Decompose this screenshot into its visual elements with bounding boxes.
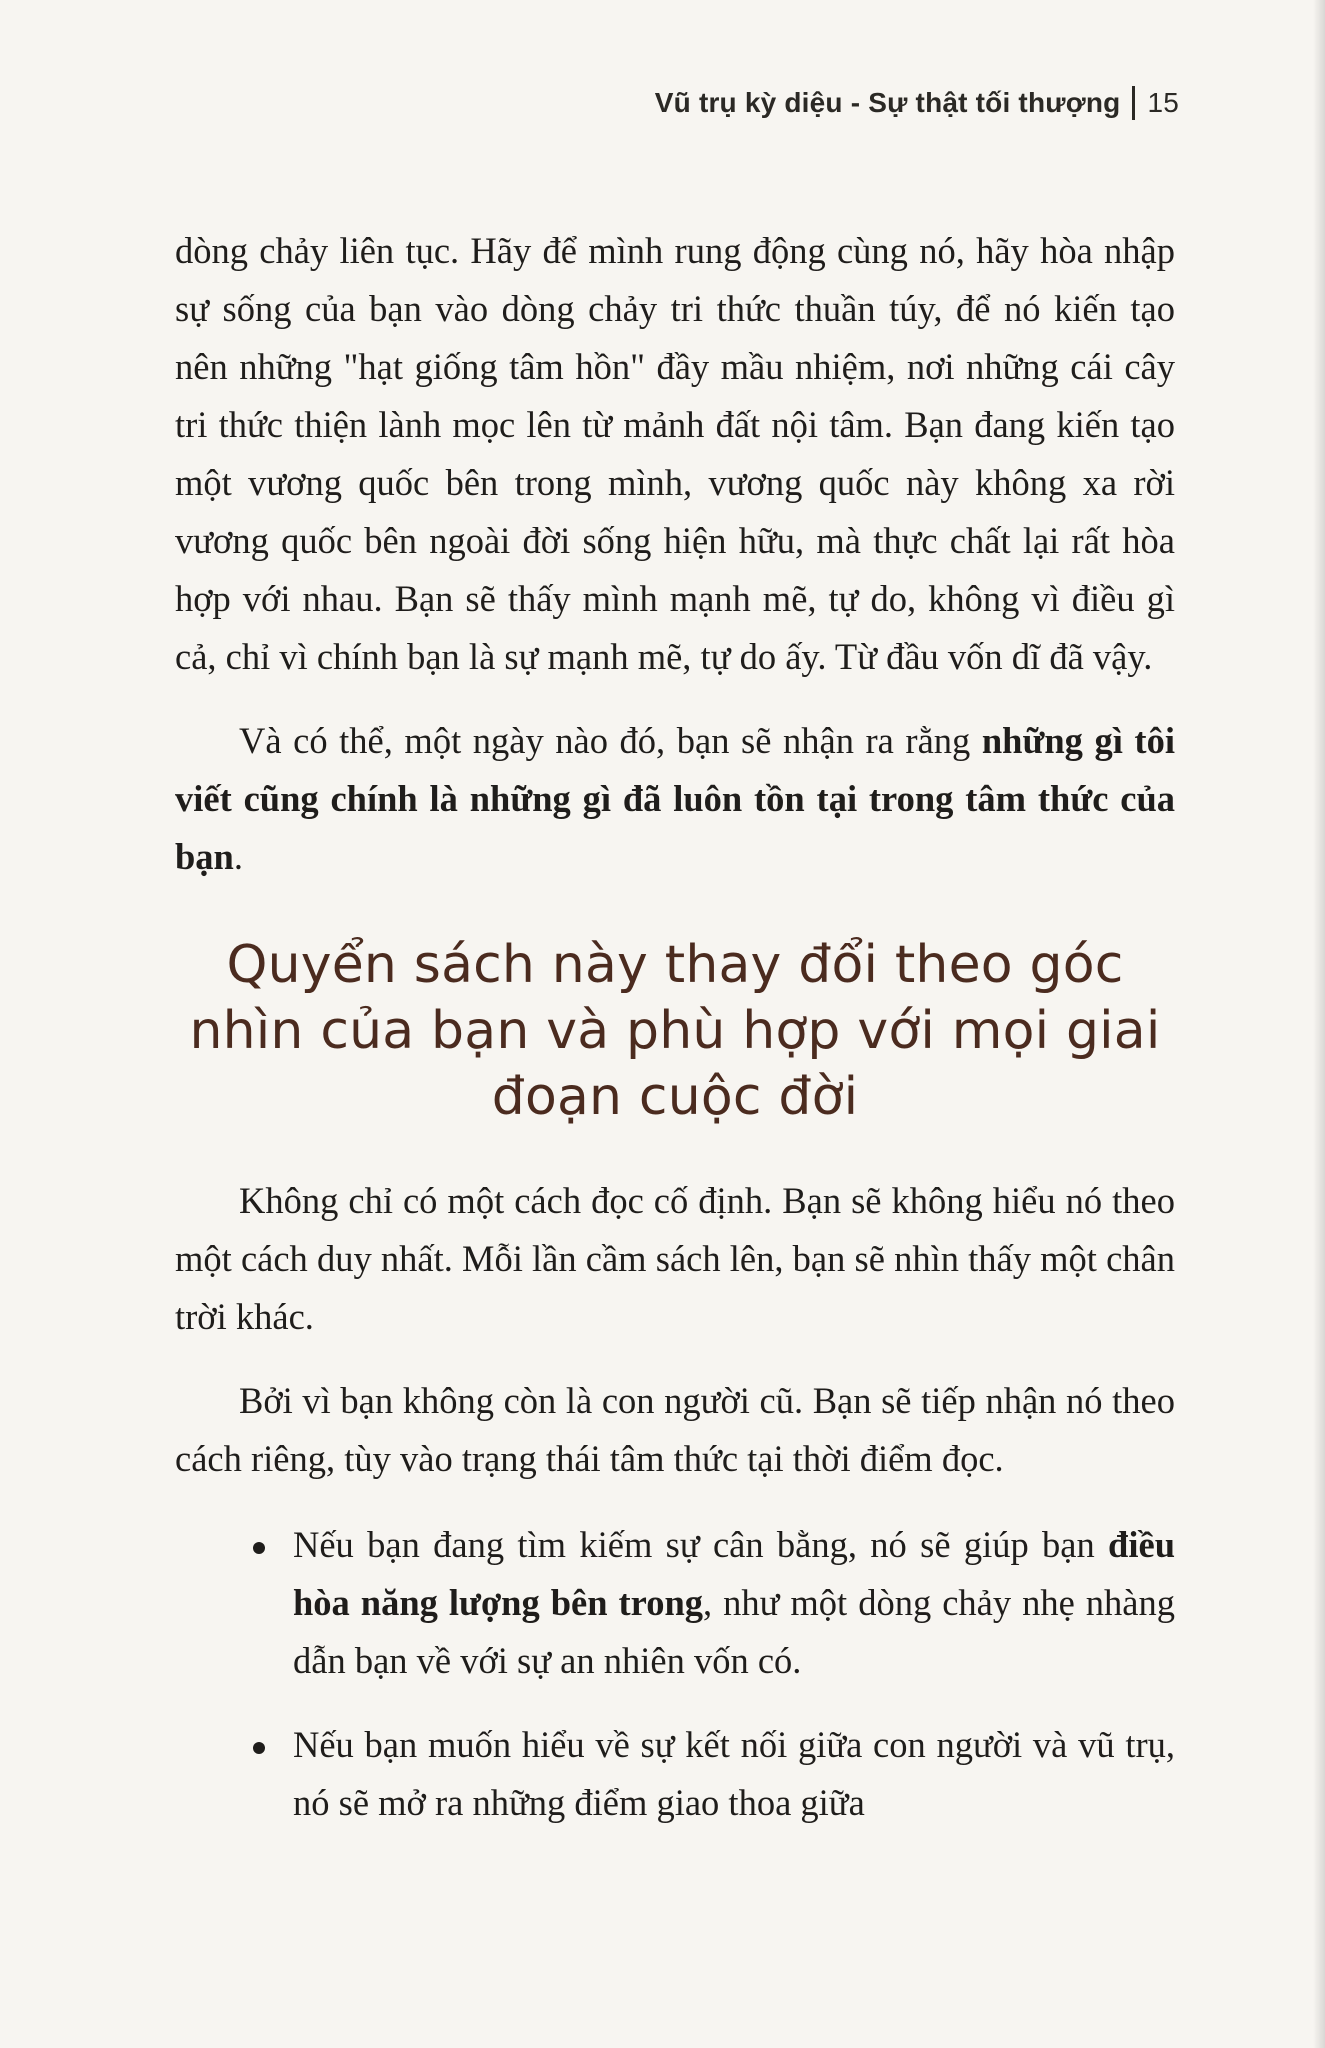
page-number: 15 <box>1147 87 1179 118</box>
paragraph-1: dòng chảy liên tục. Hãy để mình rung động cùng nó, hãy hòa nhập sự sống của bạn vào dòng chảy tri thức thuần túy, để nó kiến tạo nên những "hạt giống tâm hồn" đầy mầu nhiệm, nơi những cái cây tri thức thiện lành mọc lên từ mảnh đất nội tâm. Bạn đang kiến tạo một vương quốc bên trong mình, vương quốc này không xa rời vương quốc bên ngoài đời sống hiện hữu, mà thực chất lại rất hòa hợp với nhau. Bạn sẽ thấy mình mạnh mẽ, tự do, không vì điều gì cả, chỉ vì chính bạn là sự mạnh mẽ, tự do ấy. Từ đầu vốn dĩ đã vậy. <box>175 230 1175 677</box>
bullet-item-1 <box>175 1516 1175 1690</box>
page-edge-shadow <box>1313 0 1325 2048</box>
running-header-title: Vũ trụ kỳ diệu - Sự thật tối thượng <box>654 87 1121 118</box>
paragraph-2 <box>175 712 1175 886</box>
paragraph-3: Không chỉ có một cách đọc cố định. Bạn sẽ không hiểu nó theo một cách duy nhất. Mỗi lần cầm sách lên, bạn sẽ nhìn thấy một chân trời khác. <box>175 1180 1175 1337</box>
page-content <box>175 222 1175 1858</box>
bullet-1-tail: , như một dòng chảy nhẹ nhàng dẫn bạn về với sự an nhiên vốn có. <box>293 1582 1175 1681</box>
bullet-2-lead: Nếu bạn muốn hiểu về sự kết nối giữa con người và vũ trụ, nó sẽ mở ra những điểm giao thoa giữa <box>293 1724 1175 1823</box>
section-title: Quyển sách này thay đổi theo góc nhìn của bạn và phù hợp với mọi giai đoạn cuộc đời <box>189 935 1161 1127</box>
paragraph-2-bold: những gì tôi viết cũng chính là những gì đã luôn tồn tại trong tâm thức của bạn <box>175 720 1175 877</box>
paragraph-4: Bởi vì bạn không còn là con người cũ. Bạn sẽ tiếp nhận nó theo cách riêng, tùy vào trạng thái tâm thức tại thời điểm đọc. <box>175 1380 1175 1479</box>
running-header <box>655 86 1179 120</box>
bullet-dot-icon <box>253 1542 265 1554</box>
bullet-1-bold: điều hòa năng lượng bên trong <box>293 1524 1175 1623</box>
header-divider <box>1132 86 1135 120</box>
bullet-item-2 <box>175 1716 1175 1832</box>
bullet-dot-icon <box>253 1742 265 1754</box>
bullet-text-1 <box>293 1516 1175 1690</box>
paragraph-2-lead: Và có thể, một ngày nào đó, bạn sẽ nhận ra rằng <box>239 720 982 761</box>
bullet-list <box>175 1516 1175 1832</box>
bullet-text-2 <box>293 1716 1175 1832</box>
paragraph-2-tail: . <box>233 836 243 877</box>
bullet-1-lead: Nếu bạn đang tìm kiếm sự cân bằng, nó sẽ giúp bạn <box>293 1524 1109 1565</box>
